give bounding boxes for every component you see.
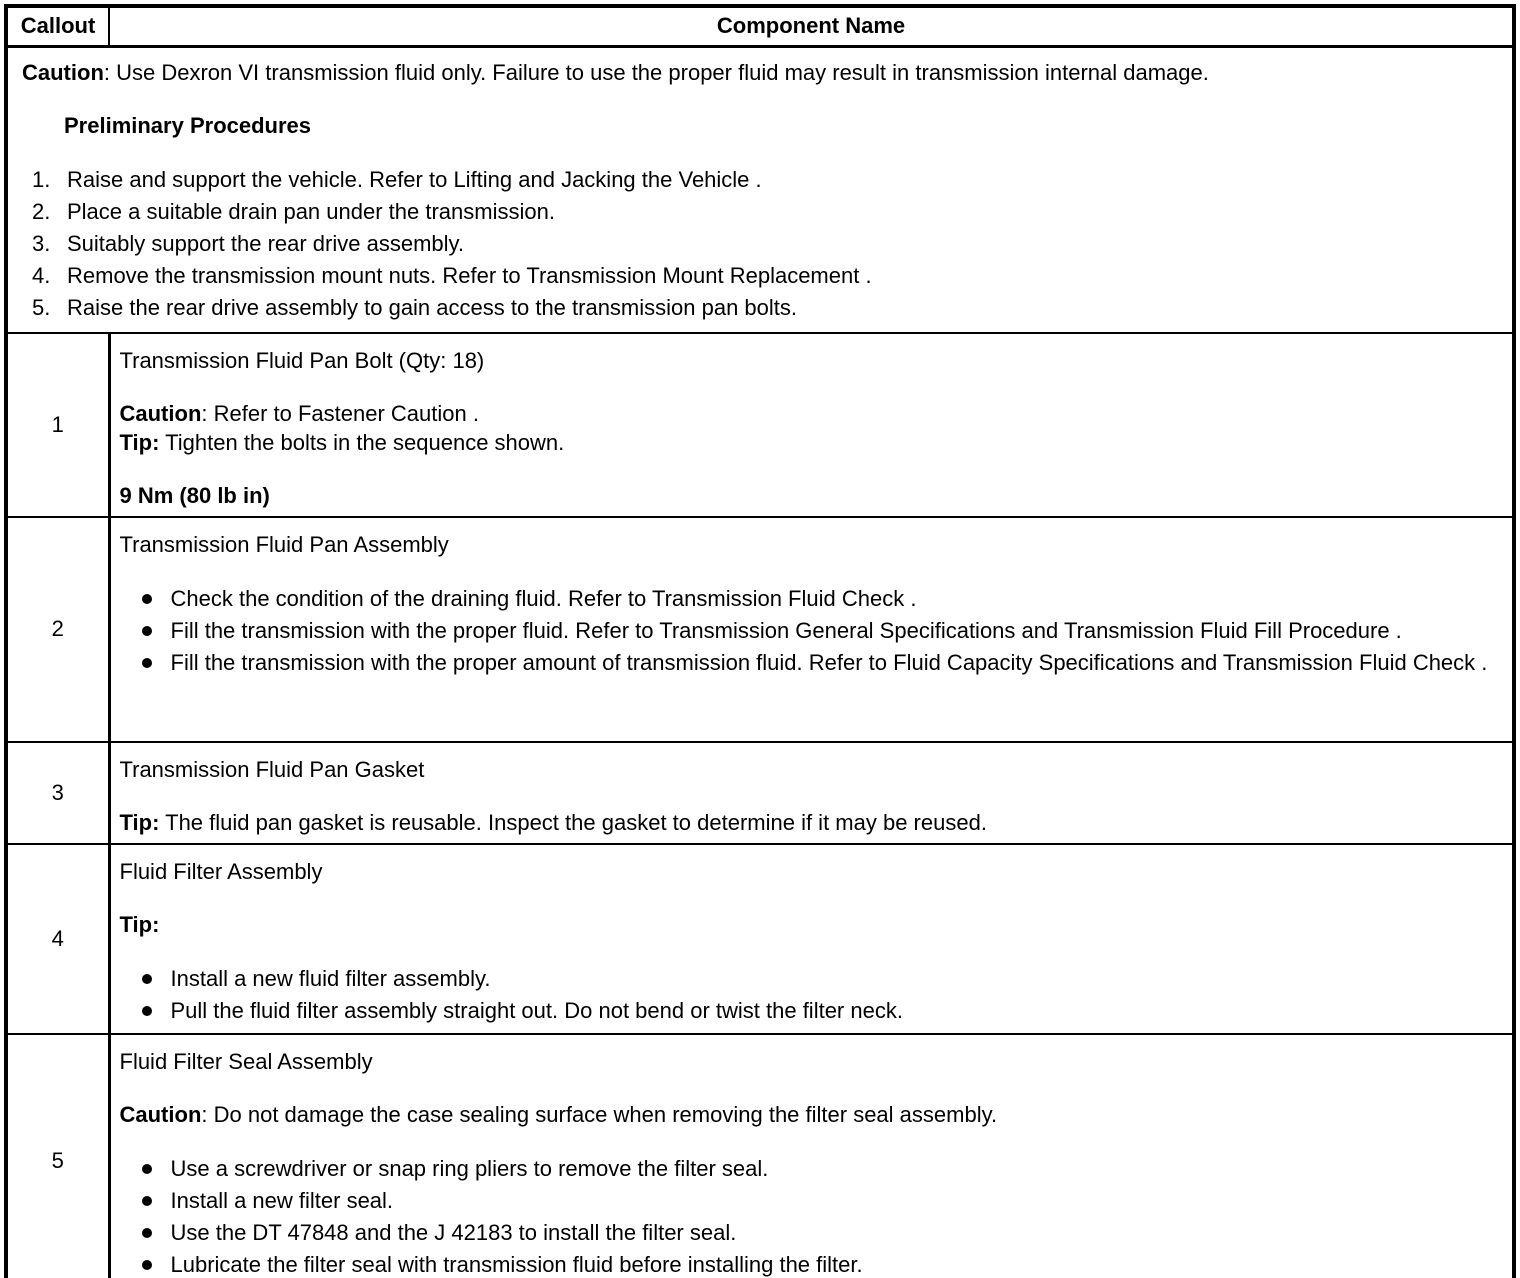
caution-block: [120, 1100, 1503, 1129]
bullet-item: [120, 995, 1503, 1027]
bullet-item: [120, 1217, 1503, 1249]
step-text: Suitably support the rear drive assembly.: [67, 230, 464, 256]
bullet-icon: [142, 1228, 152, 1238]
bullet-icon: [142, 594, 152, 604]
bullet-text: Use a screwdriver or snap ring pliers to remove the filter seal.: [170, 1155, 769, 1181]
bullet-text: Install a new fluid filter assembly.: [170, 965, 491, 991]
bullet-text: Lubricate the filter seal with transmission fluid before installing the filter.: [170, 1251, 863, 1277]
step-number: 4.: [32, 262, 51, 288]
callout-number: 3: [6, 742, 109, 844]
callout-number: 1: [6, 333, 109, 517]
tip-label: Tip:: [119, 911, 160, 937]
tip-label: Tip:: [119, 429, 160, 455]
bullet-item: [120, 963, 1503, 995]
step-number: 1.: [32, 166, 51, 192]
step-text: Remove the transmission mount nuts. Refer to Transmission Mount Replacement .: [67, 262, 872, 288]
component-cell: [109, 517, 1514, 742]
step-text: Raise the rear drive assembly to gain access to the transmission pan bolts.: [67, 294, 798, 320]
bullet-icon: [142, 626, 152, 636]
procedure-step: [22, 196, 1498, 228]
caution-label: Caution: [119, 1101, 202, 1127]
step-number: 3.: [32, 230, 51, 256]
component-cell: [109, 844, 1514, 1034]
tip-label: Tip:: [119, 809, 160, 835]
procedure-step: [22, 228, 1498, 260]
preliminary-procedures-heading: Preliminary Procedures: [64, 112, 312, 138]
torque-spec: 9 Nm (80 lb in): [119, 482, 270, 508]
bullet-item: [120, 1185, 1503, 1217]
bullet-icon: [142, 658, 152, 668]
table-row: [6, 844, 1514, 1034]
component-title: Fluid Filter Assembly: [119, 858, 323, 884]
bullet-text: Fill the transmission with the proper fluid. Refer to Transmission General Specifications and Transmission Fluid Fill Procedure .: [170, 617, 1402, 643]
bullet-icon: [142, 1196, 152, 1206]
bullet-text: Pull the fluid filter assembly straight out. Do not bend or twist the filter neck.: [170, 997, 903, 1023]
bullet-text: Use the DT 47848 and the J 42183 to install the filter seal.: [170, 1219, 737, 1245]
step-number: 5.: [32, 294, 51, 320]
procedure-step: [22, 260, 1498, 292]
step-text: Place a suitable drain pan under the transmission.: [67, 198, 555, 224]
component-cell: [109, 742, 1514, 844]
header-callout: Callout: [6, 6, 109, 46]
bullet-item: [120, 1249, 1503, 1278]
bullet-icon: [142, 1006, 152, 1016]
component-title: Transmission Fluid Pan Assembly: [119, 531, 449, 557]
bullet-list: [120, 963, 1503, 1027]
callout-number: 2: [6, 517, 109, 742]
bullet-item: [120, 1153, 1503, 1185]
caution-text: : Use Dexron VI transmission fluid only. Failure to use the proper fluid may result in transmission internal damage.: [103, 59, 1209, 85]
callout-number: 5: [6, 1034, 109, 1278]
header-row: [6, 6, 1514, 46]
bullet-text: Install a new filter seal.: [170, 1187, 394, 1213]
bullet-text: Fill the transmission with the proper amount of transmission fluid. Refer to Fluid Capacity Specifications and Transmission Fluid Check .: [170, 649, 1488, 675]
preamble-row: [6, 46, 1514, 333]
caution-tip-block: [120, 399, 1503, 457]
caution-label: Caution: [22, 59, 104, 85]
procedure-step: [22, 164, 1498, 196]
caution-label: Caution: [119, 400, 202, 426]
bullet-list: [120, 1153, 1503, 1278]
step-number: 2.: [32, 198, 51, 224]
bullet-item: [120, 647, 1503, 679]
caution-text: : Do not damage the case sealing surface when removing the filter seal assembly.: [201, 1101, 998, 1127]
component-cell: [109, 333, 1514, 517]
callout-number: 4: [6, 844, 109, 1034]
table-row: [6, 333, 1514, 517]
bullet-list: [120, 583, 1503, 679]
tip-text: Tighten the bolts in the sequence shown.: [159, 429, 565, 455]
bullet-icon: [142, 1164, 152, 1174]
bullet-text: Check the condition of the draining fluid. Refer to Transmission Fluid Check .: [170, 585, 917, 611]
component-title: Transmission Fluid Pan Gasket: [119, 756, 425, 782]
caution-note: [22, 58, 1498, 87]
preliminary-steps-list: [22, 164, 1498, 326]
table-row: [6, 742, 1514, 844]
table-row: [6, 1034, 1514, 1278]
preamble-cell: [6, 46, 1514, 333]
tip-block: [120, 808, 1503, 837]
table-row: [6, 517, 1514, 742]
component-title: Transmission Fluid Pan Bolt (Qty: 18): [119, 347, 485, 373]
component-table: [4, 4, 1516, 1278]
bullet-icon: [142, 1260, 152, 1270]
caution-text: : Refer to Fastener Caution .: [201, 400, 479, 426]
bullet-item: [120, 583, 1503, 615]
component-title: Fluid Filter Seal Assembly: [119, 1048, 373, 1074]
step-text: Raise and support the vehicle. Refer to Lifting and Jacking the Vehicle .: [67, 166, 762, 192]
component-cell: [109, 1034, 1514, 1278]
tip-block: [120, 910, 1503, 939]
procedure-step: [22, 292, 1498, 324]
tip-text: The fluid pan gasket is reusable. Inspect the gasket to determine if it may be reused.: [159, 809, 987, 835]
bullet-item: [120, 615, 1503, 647]
header-component-name: Component Name: [109, 6, 1514, 46]
bullet-icon: [142, 974, 152, 984]
